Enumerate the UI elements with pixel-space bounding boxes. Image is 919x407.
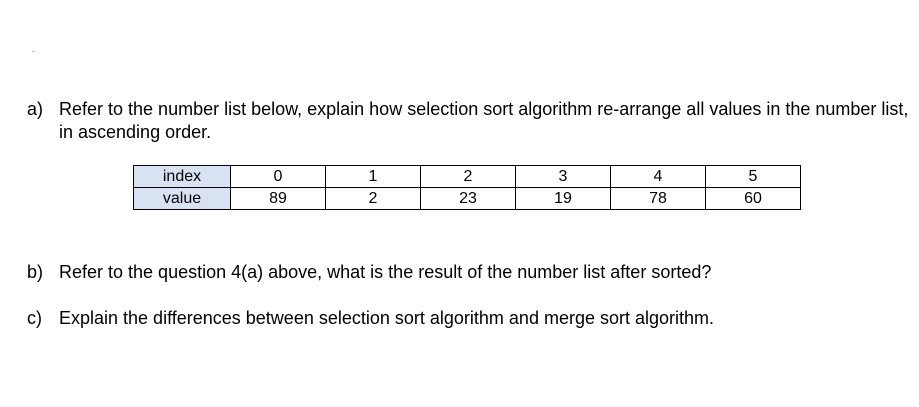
value-cell: 19 (516, 188, 611, 210)
value-cell: 60 (706, 188, 801, 210)
value-cell: 89 (231, 188, 326, 210)
index-cell: 0 (231, 166, 326, 188)
value-cell: 78 (611, 188, 706, 210)
row-header-index: index (134, 166, 231, 188)
question-b-text: Refer to the question 4(a) above, what is the result of the number list after sorted? (59, 262, 712, 282)
number-list-table (133, 165, 801, 210)
value-cell: 23 (421, 188, 516, 210)
table-row-index (134, 166, 801, 188)
table-row-value (134, 188, 801, 210)
index-cell: 4 (611, 166, 706, 188)
index-cell: 5 (706, 166, 801, 188)
row-header-value: value (134, 188, 231, 210)
index-cell: 3 (516, 166, 611, 188)
question-a-letter: a) (27, 99, 44, 119)
page-speck (32, 51, 35, 52)
question-c-letter: c) (27, 308, 42, 328)
question-a-text: Refer to the number list below, explain how selection sort algorithm re-arrange all values in the number list, in ascending order. (59, 99, 909, 142)
index-cell: 2 (421, 166, 516, 188)
index-cell: 1 (326, 166, 421, 188)
value-cell: 2 (326, 188, 421, 210)
question-c-text: Explain the differences between selection sort algorithm and merge sort algorithm. (59, 308, 715, 328)
question-b-letter: b) (27, 262, 44, 282)
